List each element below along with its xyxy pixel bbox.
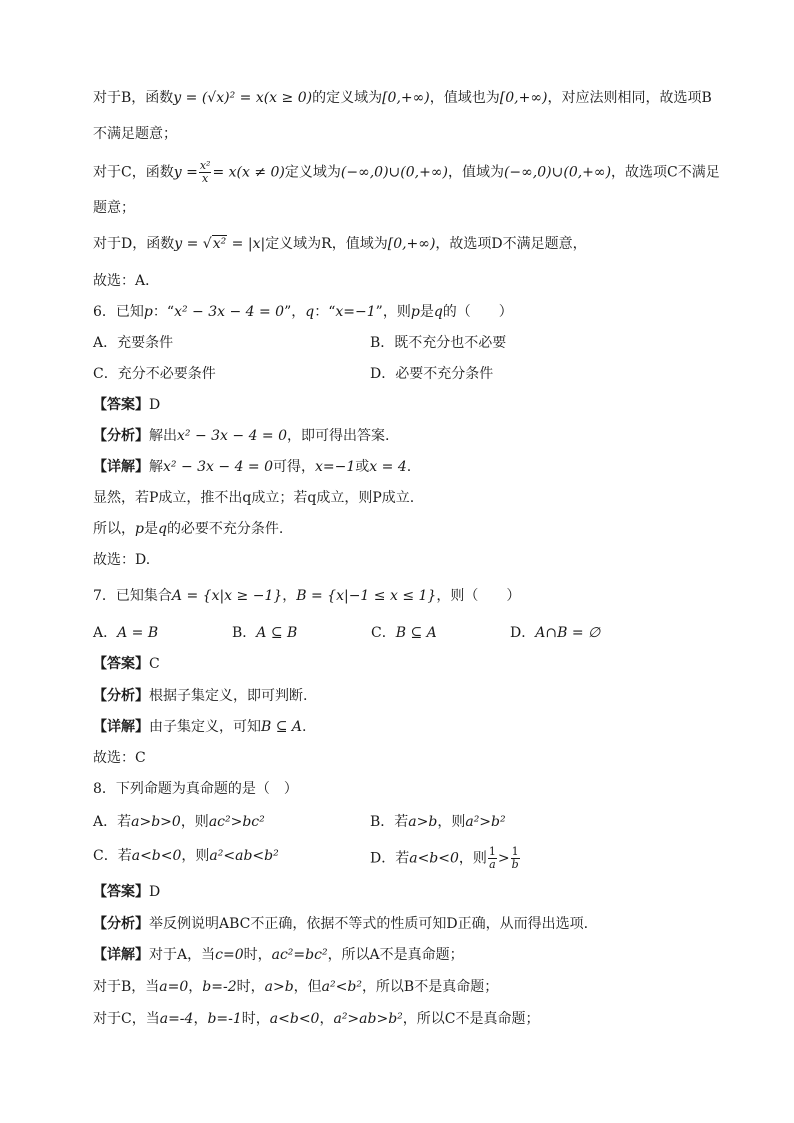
fraction-denominator: a <box>489 858 496 871</box>
text-segment: 由子集定义，可知 <box>149 719 261 735</box>
fraction-numerator: 1 <box>488 845 496 858</box>
math-expression: a>b <box>264 979 294 995</box>
fraction-denominator: x <box>202 172 209 185</box>
math-expression: a>b <box>408 814 438 830</box>
math-set: B = {x|−1 ≤ x ≤ 1} <box>296 588 437 604</box>
text-line: 显然，若P成立，推不出q成立；若q成立，则P成立. <box>93 490 415 506</box>
text-segment: ，但 <box>293 979 322 995</box>
fraction <box>511 846 520 871</box>
text-segment: 时， <box>241 1011 270 1027</box>
math-equation: x=−1 <box>335 304 376 320</box>
math-expression: A = B <box>117 625 159 641</box>
math-expression: a=-4 <box>159 1011 194 1027</box>
math-expression: a<b<0 <box>269 1011 320 1027</box>
option-label: C．若 <box>93 848 132 864</box>
text-segment: ， <box>282 588 297 604</box>
answer-value: D <box>149 397 161 413</box>
math-expression: B ⊆ A <box>261 719 303 735</box>
option-b <box>232 623 297 643</box>
text-segment: ，则 <box>181 848 210 864</box>
math-expression: c=0 <box>215 947 244 963</box>
text-segment: ”，则 <box>375 304 411 320</box>
math-equation: x² − 3x − 4 = 0 <box>177 428 288 444</box>
detail-tag: 【详解】 <box>93 459 149 475</box>
detail-line <box>93 457 411 477</box>
question-7-stem <box>93 586 520 606</box>
text-segment: 根据子集定义，即可判断. <box>149 688 308 704</box>
math-formula: = x(x ≠ 0) <box>212 164 285 181</box>
question-6-stem <box>93 302 513 322</box>
answer-line <box>93 654 160 674</box>
option-d: D．必要不充分条件 <box>370 366 494 382</box>
text-line-c2: 题意； <box>93 200 135 216</box>
text-segment: 7．已知集合 <box>93 588 172 604</box>
text-segment: ，值域为 <box>447 164 504 181</box>
text-segment: ：“ <box>152 304 175 320</box>
option-label: D． <box>510 625 536 641</box>
text-segment: ，则 <box>180 814 209 830</box>
option-label: B．若 <box>370 814 409 830</box>
math-interval: [0,+∞) <box>382 90 430 106</box>
text-segment: 解 <box>149 459 163 475</box>
text-segment: ，值域也为 <box>429 90 500 106</box>
fraction <box>199 160 212 185</box>
math-var: p <box>143 304 153 320</box>
text-line <box>93 519 283 539</box>
text-segment: 对于B，当 <box>93 979 160 995</box>
text-segment: 可得， <box>273 459 316 475</box>
math-var: p <box>410 304 420 320</box>
text-segment: ，故选项D不满足题意， <box>435 236 587 252</box>
math-var: q <box>433 304 443 320</box>
text-segment: 的（ ） <box>442 304 513 320</box>
option-label: C． <box>371 625 396 641</box>
detail-line <box>93 717 306 737</box>
choose-line: 故选：C <box>93 750 146 766</box>
math-formula: y = (√x)² = x(x ≥ 0) <box>173 90 313 106</box>
text-segment: 6．已知 <box>93 304 144 320</box>
math-interval: (−∞,0)∪(0,+∞) <box>340 164 448 181</box>
text-segment: 的定义域为 <box>312 90 383 106</box>
answer-tag: 【答案】 <box>93 656 149 672</box>
math-equation: x=−1 <box>315 459 356 475</box>
math-var: q <box>157 521 167 537</box>
option-c <box>93 846 279 866</box>
text-segment: 的必要不充分条件. <box>166 521 284 537</box>
choose-line: 故选：D. <box>93 552 151 568</box>
text-segment: . <box>302 719 307 735</box>
text-segment: 对于B，函数 <box>93 90 174 106</box>
square-root: √x² <box>202 236 227 252</box>
analysis-line <box>93 914 588 934</box>
option-c <box>371 623 437 643</box>
text-segment: 所以， <box>93 521 135 537</box>
option-a <box>93 623 158 643</box>
analysis-tag: 【分析】 <box>93 688 149 704</box>
option-label: A． <box>93 625 118 641</box>
math-formula: y = <box>174 236 199 252</box>
text-segment: ，即可得出答案. <box>287 428 390 444</box>
text-segment: 时， <box>243 947 272 963</box>
option-label: A．若 <box>93 814 132 830</box>
text-segment: ：“ <box>314 304 336 320</box>
text-line <box>93 977 498 997</box>
text-segment: 解出 <box>149 428 177 444</box>
text-line <box>93 1009 540 1029</box>
text-line-b2: 不满足题意； <box>93 126 177 142</box>
option-label: D．若 <box>370 850 410 867</box>
math-interval: [0,+∞) <box>499 90 548 106</box>
text-segment: 对于C，函数 <box>93 164 174 181</box>
analysis-line <box>93 686 307 706</box>
math-var: p <box>135 521 144 537</box>
text-segment: ，所以A不是真命题； <box>327 947 464 963</box>
math-expression: b=-1 <box>207 1011 242 1027</box>
math-equation: x = 4 <box>369 459 407 475</box>
answer-line <box>93 882 160 902</box>
detail-line <box>93 945 464 965</box>
math-expression: a²>ab>b² <box>333 1011 403 1027</box>
option-a <box>93 812 265 832</box>
math-interval: [0,+∞) <box>387 236 436 252</box>
detail-tag: 【详解】 <box>93 947 149 963</box>
answer-line <box>93 395 160 415</box>
math-expression: A∩B = ∅ <box>535 625 601 641</box>
answer-value: C <box>149 656 160 672</box>
question-8-stem: 8．下列命题为真命题的是（ ） <box>93 781 298 797</box>
text-segment: ，故选项C不满足 <box>611 164 720 181</box>
text-line-b <box>93 88 712 108</box>
option-b: B．既不充分也不必要 <box>370 335 507 351</box>
text-segment: 或 <box>355 459 370 475</box>
math-expression: ac²>bc² <box>208 814 265 830</box>
option-b <box>370 812 506 832</box>
fraction-numerator: x² <box>199 159 211 172</box>
text-segment: 举反例说明ABC不正确，依据不等式的性质可知D正确，从而得出选项. <box>149 916 589 932</box>
text-segment: ，对应法则相同，故选项B <box>547 90 712 106</box>
math-set: A = {x|x ≥ −1} <box>171 588 283 604</box>
math-var: q <box>305 304 315 320</box>
math-formula: y = <box>173 164 198 181</box>
text-segment: 定义域为R，值域为 <box>265 236 388 252</box>
math-formula: = |x| <box>231 236 266 252</box>
text-segment: ， <box>193 1011 208 1027</box>
option-d <box>370 846 521 871</box>
text-segment: 对于A，当 <box>149 947 216 963</box>
text-segment: ，则（ ） <box>436 588 521 604</box>
math-equation: x² − 3x − 4 = 0 <box>174 304 285 320</box>
math-expression: a²>b² <box>465 814 506 830</box>
text-segment: ”， <box>284 304 306 320</box>
text-line-c <box>93 160 720 185</box>
math-expression: a<b<0 <box>409 850 459 867</box>
math-operator: > <box>497 850 510 867</box>
answer-tag: 【答案】 <box>93 884 149 900</box>
answer-value: D <box>149 884 161 900</box>
math-expression: a²<ab<b² <box>209 848 279 864</box>
text-segment: ，所以B不是真命题； <box>361 979 499 995</box>
math-expression: a=0 <box>159 979 189 995</box>
option-a: A．充要条件 <box>93 335 174 351</box>
fraction <box>488 846 497 871</box>
answer-tag: 【答案】 <box>93 397 149 413</box>
text-segment: 定义域为 <box>284 164 341 181</box>
option-c: C．充分不必要条件 <box>93 366 216 382</box>
answer-line: 故选：A． <box>93 273 160 289</box>
math-expression: a>b>0 <box>131 814 181 830</box>
math-expression: A ⊆ B <box>256 625 298 641</box>
math-expression: b=-2 <box>202 979 237 995</box>
text-segment: ， <box>188 979 203 995</box>
text-segment: ， <box>319 1011 334 1027</box>
option-label: B． <box>232 625 257 641</box>
fraction-denominator: b <box>511 858 519 871</box>
math-expression: a<b<0 <box>131 848 182 864</box>
math-expression: a²<b² <box>321 979 362 995</box>
text-segment: 对于D，函数 <box>93 236 175 252</box>
text-line-d <box>93 234 587 254</box>
math-expression: ac²=bc² <box>271 947 328 963</box>
analysis-tag: 【分析】 <box>93 916 149 932</box>
text-segment: ，所以C不是真命题； <box>402 1011 540 1027</box>
detail-tag: 【详解】 <box>93 719 149 735</box>
analysis-line <box>93 426 389 446</box>
fraction-numerator: 1 <box>511 845 519 858</box>
text-segment: . <box>406 459 412 475</box>
text-segment: 时， <box>236 979 265 995</box>
text-segment: 对于C，当 <box>93 1011 160 1027</box>
option-d <box>510 623 600 643</box>
text-segment: 是 <box>419 304 434 320</box>
text-segment: ，则 <box>437 814 466 830</box>
math-equation: x² − 3x − 4 = 0 <box>163 459 274 475</box>
radicand: x² <box>212 236 227 252</box>
text-segment: ，则 <box>458 850 487 867</box>
math-expression: B ⊆ A <box>395 625 437 641</box>
text-segment: 是 <box>143 521 158 537</box>
analysis-tag: 【分析】 <box>93 428 149 444</box>
math-interval: (−∞,0)∪(0,+∞) <box>503 164 612 181</box>
